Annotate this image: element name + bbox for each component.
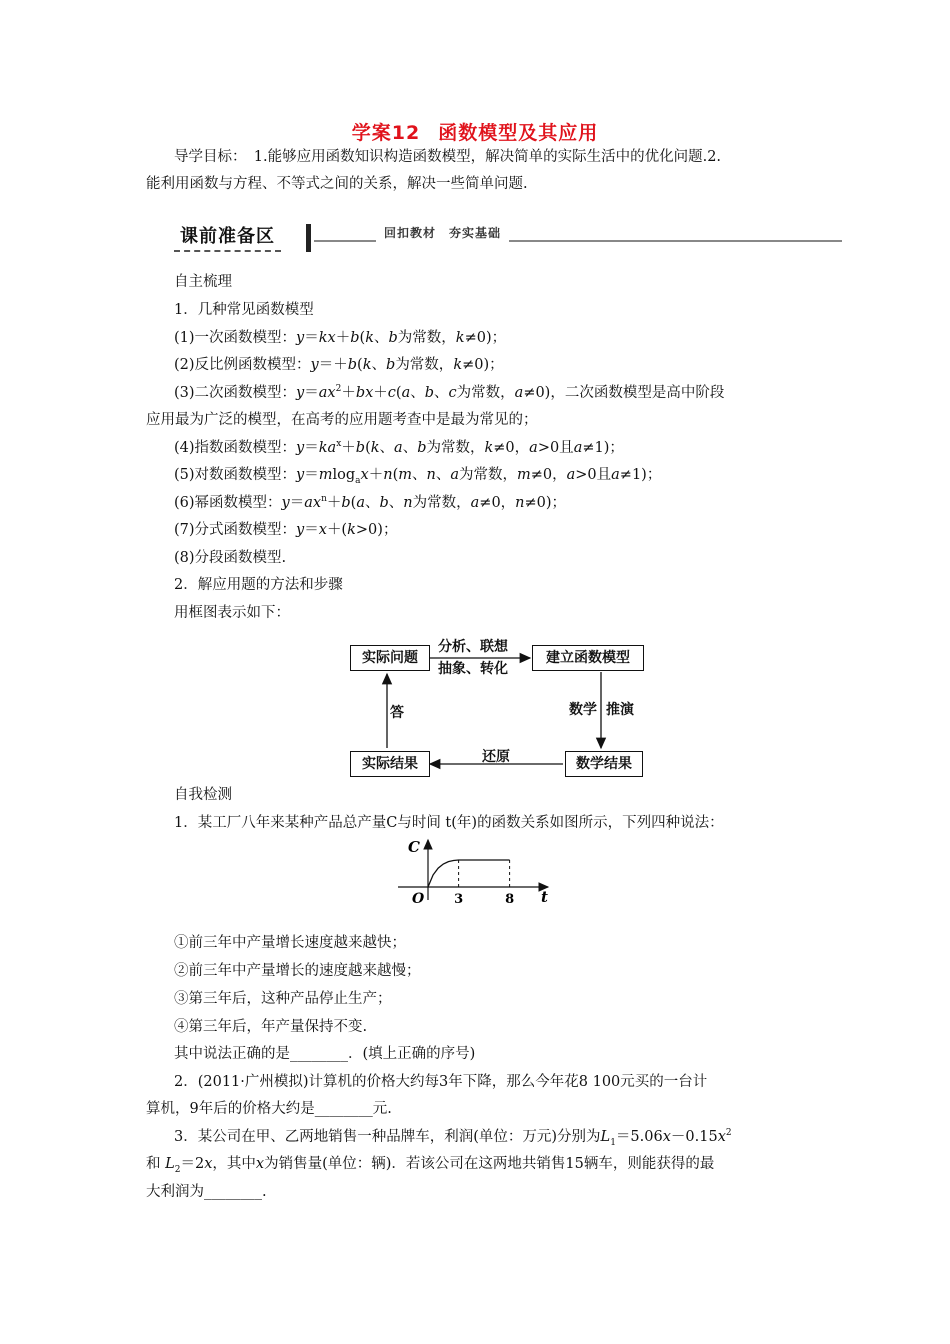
objective-line-1: 导学目标： 1.能够应用函数知识构造函数模型，解决简单的实际生活中的优化问题.2. bbox=[174, 149, 722, 165]
question-2-line-1: 2．(2011·广州模拟)计算机的价格大约每3年下降，那么今年花8 100元买的一台计 bbox=[174, 1074, 708, 1090]
graph-y-label: C bbox=[408, 838, 420, 856]
flowchart-intro: 用框图表示如下： bbox=[174, 605, 290, 621]
graph-x-label: t bbox=[541, 888, 548, 906]
model-quadratic: (3)二次函数模型：$y=ax^2+bx+c(a$、b、c为常数，a≠0)，二次函数模型是高中阶段 bbox=[174, 384, 725, 401]
graph-curve bbox=[428, 860, 510, 887]
objective-line-2: 能利用函数与方程、不等式之间的关系，解决一些简单问题. bbox=[146, 176, 528, 192]
question-1: 1．某工厂八年来某种产品总产量C与时间 t(年)的函数关系如图所示，下列四种说法： bbox=[174, 815, 724, 831]
label-analyze: 分析、联想 bbox=[438, 639, 508, 655]
option-4: ④第三年后，年产量保持不变. bbox=[174, 1019, 368, 1035]
model-piecewise: (8)分段函数模型. bbox=[174, 550, 287, 566]
model-linear: (1)一次函数模型：y＝kx＋b(k、b为常数，k≠0)； bbox=[174, 330, 507, 346]
box-practical-result: 实际结果 bbox=[350, 751, 430, 777]
label-deduce: 推演 bbox=[606, 702, 634, 718]
question-3-line-1: 3．某公司在甲、乙两地销售一种品牌车，利润(单位：万元)分别为$L_1=5.06x-0.15x^2$ bbox=[174, 1128, 732, 1148]
graph-tick-8: 8 bbox=[505, 892, 515, 907]
label-answer: 答 bbox=[390, 705, 404, 721]
model-power: (6)幂函数模型：$y=ax^n+b(a$、b、n为常数，a≠0，n≠0)； bbox=[174, 494, 567, 511]
model-exponential: (4)指数函数模型：$y=ka^x+b(k$、a、b为常数，k≠0，a>0且a≠1)； bbox=[174, 439, 624, 456]
model-inverse: (2)反比例函数模型：y＝＋b(k、b为常数，k≠0)； bbox=[174, 357, 504, 373]
section-heading-self-check: 自我检测 bbox=[174, 787, 232, 803]
title-number: 学案12 bbox=[351, 122, 421, 144]
graph-tick-3: 3 bbox=[454, 892, 464, 907]
question-1-blank: 其中说法正确的是________．(填上正确的序号) bbox=[174, 1046, 476, 1062]
question-2-line-2: 算机，9年后的价格大约是________元. bbox=[146, 1101, 392, 1117]
option-3: ③第三年后，这种产品停止生产； bbox=[174, 991, 392, 1007]
box-math-result: 数学结果 bbox=[565, 751, 643, 777]
question-3-line-3: 大利润为________. bbox=[146, 1184, 267, 1200]
banner-right-subtitle: 回扣教材 夯实基础 bbox=[376, 224, 509, 242]
option-2: ②前三年中产量增长的速度越来越慢； bbox=[174, 963, 421, 979]
section-heading-review: 自主梳理 bbox=[174, 274, 232, 290]
option-1: ①前三年中产量增长速度越来越快； bbox=[174, 935, 406, 951]
item-solving-steps: 2．解应用题的方法和步骤 bbox=[174, 577, 343, 593]
box-build-model: 建立函数模型 bbox=[532, 645, 644, 671]
model-quadratic-cont: 应用最为广泛的模型，在高考的应用题考查中是最为常见的； bbox=[146, 412, 538, 428]
label-restore: 还原 bbox=[482, 749, 510, 765]
box-practical-problem: 实际问题 bbox=[350, 645, 430, 671]
graph-origin-label: O bbox=[412, 891, 425, 907]
label-math: 数学 bbox=[569, 702, 597, 718]
question-3-line-2: 和 $L_2=2x$，其中x为销售量(单位：辆)．若该公司在这两地共销售15辆车，则能获得的最 bbox=[146, 1156, 715, 1175]
label-abstract: 抽象、转化 bbox=[438, 661, 508, 677]
item-function-models: 1．几种常见函数模型 bbox=[174, 302, 314, 318]
banner-left-title: 课前准备区 bbox=[174, 224, 281, 252]
model-logarithmic: (5)对数函数模型：y＝mlog$_a$x＋n(m、n、a为常数，m≠0，a>0且a≠1)； bbox=[174, 467, 662, 486]
title-name: 函数模型及其应用 bbox=[438, 122, 599, 144]
model-fractional: (7)分式函数模型：y＝x＋(k>0)； bbox=[174, 522, 398, 538]
